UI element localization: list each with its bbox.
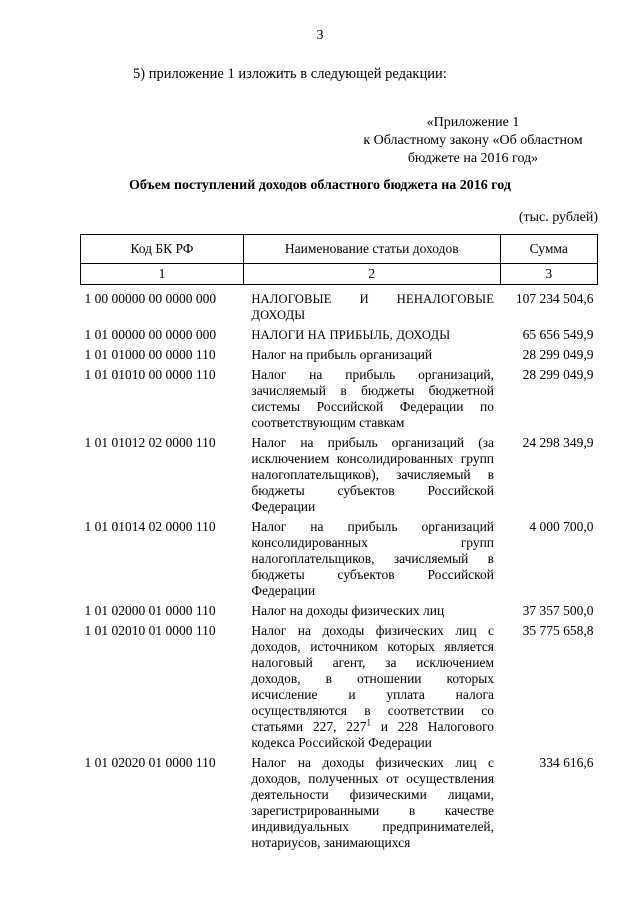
row-name-superscript: 1 [366, 717, 372, 728]
row-sum: 65 656 549,9 [522, 327, 594, 342]
row-sum: 37 357 500,0 [522, 603, 594, 618]
row-name: Налог на доходы физических лиц с доходов, полученных от осуществления деятельности физическими лицами, зарегистрированными в качестве индивидуальных предпринимателей, нотариусов, занимающихся [251, 755, 495, 850]
row-code: 1 01 01014 02 0000 110 [84, 519, 216, 534]
row-code: 1 01 01010 00 0000 110 [84, 367, 216, 382]
header-sum: Сумма [500, 235, 597, 264]
row-name: Налог на прибыль организаций консолидированных групп налогоплательщиков, зачисляемый в бюджеты субъектов Российской Федерации [251, 519, 495, 598]
column-number: 1 [81, 264, 244, 285]
document-title: Объем поступлений доходов областного бюджета на 2016 год [129, 178, 511, 193]
row-name [243, 623, 500, 755]
row-name: НАЛОГОВЫЕ И НЕНАЛОГОВЫЕ ДОХОДЫ [251, 292, 495, 322]
revenue-table [80, 234, 598, 855]
table-row [81, 603, 598, 623]
column-number: 2 [243, 264, 500, 285]
row-name: Налог на прибыль организаций (за исключением консолидированных групп налогоплательщиков), зачисляемый в бюджеты субъектов Российской Федерации [251, 435, 495, 514]
row-sum: 24 298 349,9 [522, 435, 594, 450]
row-name: Налог на прибыль организаций [251, 347, 433, 362]
row-name-text-end: и 228 Налогового кодекса Российской Федерации [251, 719, 495, 750]
table-row [81, 367, 598, 435]
row-code: 1 01 01000 00 0000 110 [84, 347, 216, 362]
row-code: 1 01 00000 00 0000 000 [84, 327, 217, 342]
table-row [81, 435, 598, 519]
column-number-row [81, 264, 598, 285]
appendix-header-line2: к Областному закону «Об областном [363, 133, 583, 148]
row-name: Налог на прибыль организаций, зачисляемый в бюджеты бюджетной системы Российской Федерации по соответствующим ставкам [251, 367, 495, 430]
row-sum: 334 616,6 [539, 755, 594, 770]
row-sum: 28 299 049,9 [522, 347, 594, 362]
table-row [81, 347, 598, 367]
table-row [81, 327, 598, 347]
intro-paragraph: 5) приложение 1 изложить в следующей редакции: [133, 66, 447, 82]
units-label: (тыс. рублей) [518, 210, 598, 225]
row-code: 1 00 00000 00 0000 000 [84, 291, 217, 306]
table-row [81, 623, 598, 755]
row-name: НАЛОГИ НА ПРИБЫЛЬ, ДОХОДЫ [251, 328, 451, 342]
row-sum: 4 000 700,0 [529, 519, 594, 534]
page-number: 3 [316, 28, 324, 43]
table-row [81, 519, 598, 603]
row-code: 1 01 02000 01 0000 110 [84, 603, 216, 618]
row-sum: 28 299 049,9 [522, 367, 594, 382]
appendix-header [348, 114, 598, 168]
row-sum: 107 234 504,6 [515, 291, 594, 306]
row-code: 1 01 01012 02 0000 110 [84, 435, 216, 450]
appendix-header-line3: бюджете на 2016 год» [407, 151, 539, 166]
row-code: 1 01 02010 01 0000 110 [84, 623, 216, 638]
column-number: 3 [500, 264, 597, 285]
appendix-header-line1: «Приложение 1 [426, 115, 520, 130]
row-code: 1 01 02020 01 0000 110 [84, 755, 216, 770]
header-name: Наименование статьи доходов [243, 235, 500, 264]
row-name: Налог на доходы физических лиц [251, 603, 445, 618]
table-row [81, 755, 598, 855]
row-name-text: Налог на доходы физических лиц с доходов, источником которых является налоговый агент, за исключением доходов, в отношении которых исчисление и уплата налога осуществляются в соответствии со статьями 227, 227 [251, 623, 495, 734]
table-row [81, 285, 598, 328]
row-sum: 35 775 658,8 [522, 623, 594, 638]
table-header-row [81, 235, 598, 264]
header-code: Код БК РФ [81, 235, 244, 264]
